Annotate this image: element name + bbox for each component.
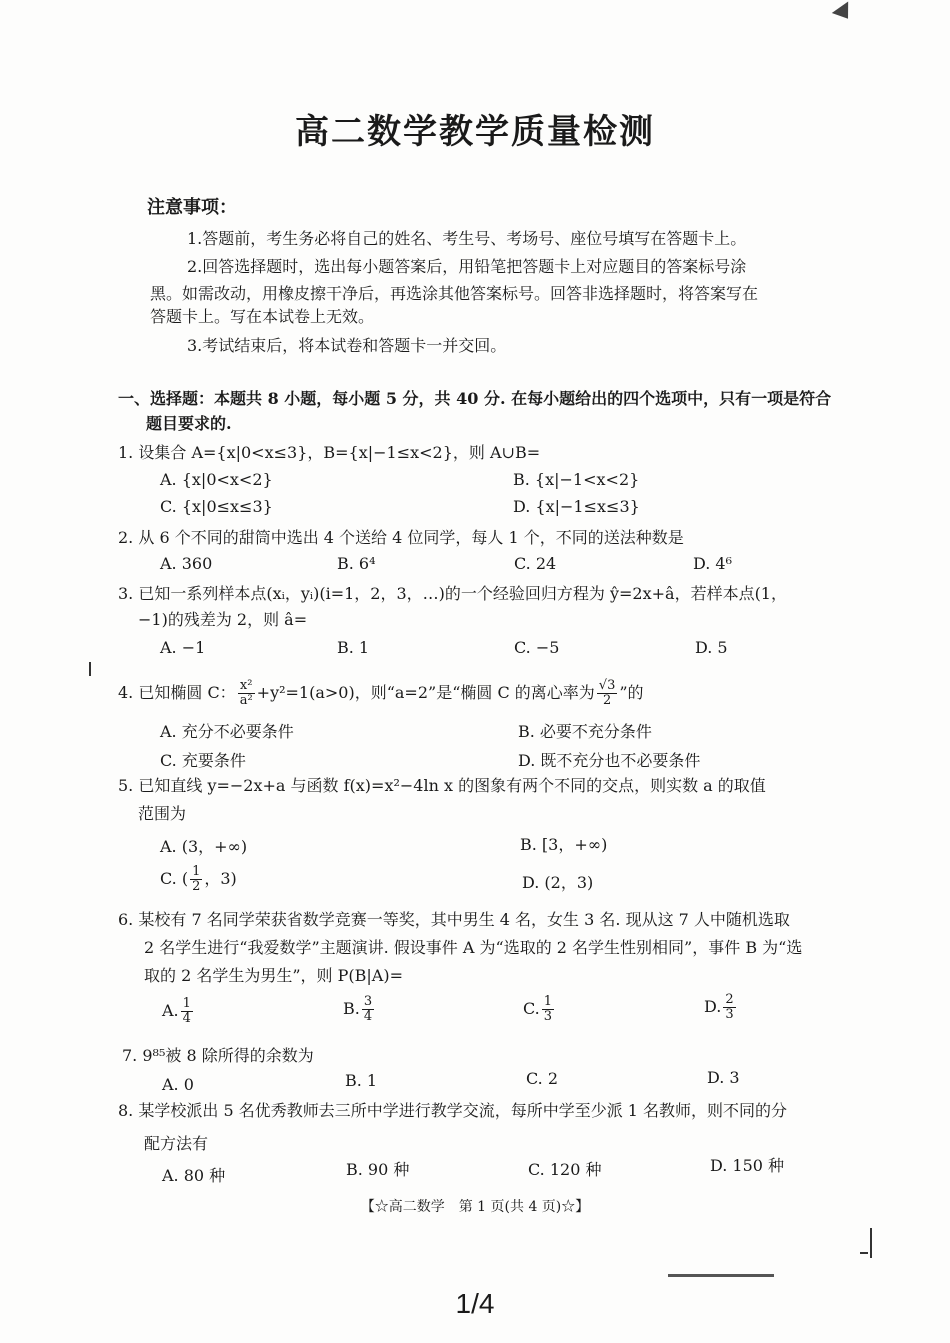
fraction-numerator: 1 — [543, 994, 553, 1009]
page-number: 1/4 — [455, 1288, 495, 1319]
question-6-line-1: 6. 某校有 7 名同学荣获省数学竞赛一等奖，其中男生 4 名，女生 3 名. 现从这 7 人中随机选取 — [118, 910, 790, 929]
question-6-option-a — [162, 997, 195, 1026]
question-4-stem-suffix: ”的 — [619, 683, 644, 702]
fraction-numerator: 1 — [192, 864, 201, 879]
notice-item-2-line-3: 答题卡上。写在本试卷上无效。 — [150, 307, 375, 326]
question-2-stem: 2. 从 6 个不同的甜筒中选出 4 个送给 4 位同学，每人 1 个，不同的送法种数是 — [118, 528, 684, 547]
option-c-suffix: ，3) — [204, 869, 237, 888]
option-label: C. — [523, 999, 540, 1018]
question-3-line-2: −1)的残差为 2，则 â= — [138, 610, 308, 629]
eccentricity-fraction — [597, 679, 618, 708]
question-8-option-a: A. 80 种 — [162, 1166, 226, 1185]
question-1-option-d: D. {x|−1≤x≤3} — [513, 497, 640, 516]
scan-margin-mark — [89, 662, 91, 676]
question-4-stem-prefix: 4. 已知椭圆 C： — [118, 683, 236, 702]
fraction-numerator: 2 — [725, 992, 734, 1007]
question-5-option-b: B. [3，+∞) — [520, 835, 608, 854]
page-title: 高二数学教学质量检测 — [295, 112, 655, 152]
corner-fold-mark — [832, 2, 856, 25]
fraction-denominator: 3 — [543, 1009, 553, 1024]
fraction-denominator: 4 — [182, 1011, 191, 1026]
question-8-line-1: 8. 某学校派出 5 名优秀教师去三所中学进行教学交流，每所中学至少派 1 名教师，则不同的分 — [118, 1101, 788, 1120]
question-7-option-d: D. 3 — [707, 1068, 740, 1087]
notice-item-2-line-2: 黑。如需改动，用橡皮擦干净后，再选涂其他答案标号。回答非选择题时，将答案写在 — [150, 284, 759, 303]
question-2-option-d: D. 4⁶ — [693, 554, 733, 573]
question-5-line-1: 5. 已知直线 y=−2x+a 与函数 f(x)=x²−4ln x 的图象有两个不同的交点，则实数 a 的取值 — [118, 776, 766, 795]
option-fraction — [542, 995, 554, 1024]
question-3-option-d: D. 5 — [695, 638, 728, 657]
notice-item-2-line-1: 2.回答选择题时，选出每小题答案后，用铅笔把答题卡上对应题目的答案标号涂 — [187, 257, 747, 276]
question-2-option-c: C. 24 — [514, 554, 557, 573]
option-label: D. — [704, 997, 722, 1016]
question-7-option-a: A. 0 — [162, 1075, 194, 1094]
option-fraction — [181, 997, 193, 1026]
option-fraction — [362, 995, 374, 1024]
question-8-line-2: 配方法有 — [144, 1134, 209, 1153]
question-4-stem — [118, 676, 644, 710]
question-4-stem-middle: +y²=1(a>0)，则“a=2”是“椭圆 C 的离心率为 — [256, 683, 595, 702]
fraction-denominator: 2 — [192, 879, 201, 894]
question-6-option-d — [704, 993, 738, 1022]
option-c-prefix: C. ( — [160, 869, 189, 888]
question-6-line-3: 取的 2 名学生为男生”，则 P(B|A)= — [144, 966, 403, 985]
fraction-numerator: x² — [238, 679, 255, 694]
question-8-option-b: B. 90 种 — [346, 1160, 410, 1179]
fraction-numerator: 3 — [363, 994, 373, 1009]
question-3-line-1: 3. 已知一系列样本点(xᵢ，yᵢ)(i=1，2，3，…)的一个经验回归方程为 ŷ=2x+â，若样本点(1， — [118, 584, 787, 603]
fraction-denominator: 3 — [725, 1007, 734, 1022]
question-4-option-d: D. 既不充分也不必要条件 — [518, 751, 701, 770]
question-4-option-b: B. 必要不充分条件 — [518, 722, 652, 741]
option-fraction — [723, 993, 735, 1022]
question-4-option-a: A. 充分不必要条件 — [160, 722, 294, 741]
option-label: A. — [162, 1001, 179, 1020]
notice-heading: 注意事项： — [147, 197, 237, 218]
fraction-numerator: √3 — [598, 678, 616, 693]
fraction-numerator: 1 — [182, 996, 191, 1011]
question-1-option-a: A. {x|0<x<2} — [160, 470, 273, 489]
question-7-option-c: C. 2 — [526, 1069, 559, 1088]
question-3-option-b: B. 1 — [337, 638, 370, 657]
question-5-option-d: D. (2，3) — [522, 873, 594, 892]
page-footer: 【☆高二数学 第 1 页(共 4 页)☆】 — [360, 1199, 590, 1215]
question-5-option-a: A. (3，+∞) — [160, 837, 248, 856]
ellipse-x-fraction — [238, 679, 255, 708]
question-8-option-d: D. 150 种 — [710, 1156, 785, 1175]
option-label: B. — [343, 999, 360, 1018]
question-7-option-b: B. 1 — [345, 1071, 378, 1090]
question-1-stem: 1. 设集合 A={x|0<x≤3}，B={x|−1≤x<2}，则 A∪B= — [118, 443, 541, 462]
scan-margin-mark — [860, 1252, 868, 1254]
option-c-fraction — [190, 865, 202, 894]
question-6-line-2: 2 名学生进行“我爱数学”主题演讲. 假设事件 A 为“选取的 2 名学生性别相同”，事件 B 为“选 — [144, 938, 803, 957]
fraction-denominator: a² — [239, 693, 253, 708]
question-4-option-c: C. 充要条件 — [160, 751, 246, 770]
question-2-option-b: B. 6⁴ — [337, 554, 376, 573]
section-heading-line-1: 一、选择题：本题共 8 小题，每小题 5 分，共 40 分. 在每小题给出的四个选项中，只有一项是符合 — [118, 389, 832, 408]
notice-item-3: 3.考试结束后，将本试卷和答题卡一并交回。 — [187, 336, 507, 355]
question-3-option-c: C. −5 — [514, 638, 560, 657]
question-2-option-a: A. 360 — [160, 554, 213, 573]
question-7-stem: 7. 9⁸⁵被 8 除所得的余数为 — [122, 1046, 314, 1065]
question-5-option-c — [160, 862, 237, 896]
notice-item-1: 1.答题前，考生务必将自己的姓名、考生号、考场号、座位号填写在答题卡上。 — [187, 229, 747, 248]
fraction-denominator: 2 — [602, 693, 612, 708]
scan-edge-line — [668, 1274, 774, 1277]
question-6-option-c — [523, 995, 556, 1024]
question-3-option-a: A. −1 — [160, 638, 206, 657]
section-heading-line-2: 题目要求的. — [146, 414, 232, 433]
question-1-option-b: B. {x|−1<x<2} — [513, 470, 640, 489]
fraction-denominator: 4 — [363, 1009, 373, 1024]
question-5-line-2: 范围为 — [138, 804, 187, 823]
question-1-option-c: C. {x|0≤x≤3} — [160, 497, 273, 516]
question-8-option-c: C. 120 种 — [528, 1160, 602, 1179]
question-6-option-b — [343, 995, 376, 1024]
scan-margin-mark — [870, 1228, 872, 1258]
